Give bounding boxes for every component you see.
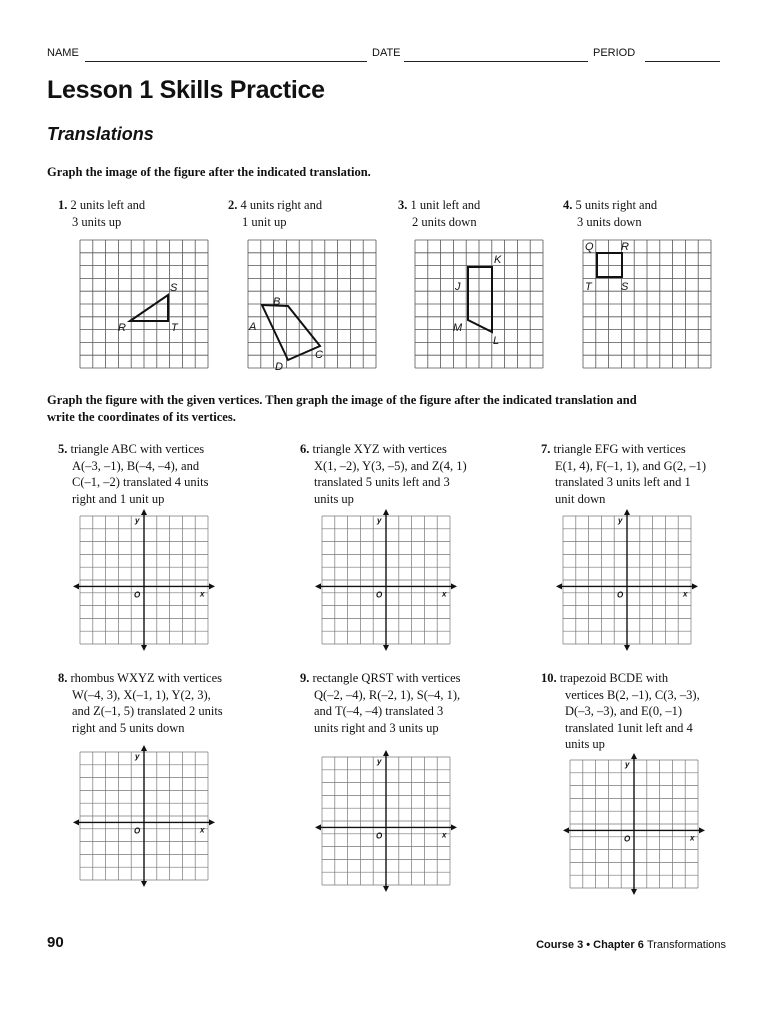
origin-label: O [376,590,383,600]
problem-line: units up [565,737,605,751]
grid-problem-1[interactable] [80,240,208,368]
problem-number: 8. [58,671,68,685]
instruction-line: write the coordinates of its vertices. [47,410,236,424]
page-number: 90 [47,934,64,951]
problem-line: right and 1 unit up [72,491,165,506]
problem-line: 2 units left and [70,198,146,212]
coordinate-grid-problem-6[interactable] [322,516,450,644]
problem-line: and T(–4, –4) translated 3 [314,704,444,718]
problem-line: rectangle QRST with vertices [312,671,461,685]
problem-line: 5 units right and [575,198,658,212]
vertex-label: R [621,241,629,253]
problem-line: triangle XYZ with vertices [312,442,447,456]
problem-line: translated 3 units left and 1 [555,475,691,489]
problem-number: 9. [300,671,310,685]
coordinate-grid-problem-8[interactable] [80,752,208,880]
problem-number: 2. [228,198,238,212]
vertex-label: Q [585,241,594,253]
problem-line: 3 units up [72,214,122,229]
x-axis-label: x [442,589,447,599]
problem-line: translated 5 units left and 3 [314,475,450,489]
problem-line: units right and 3 units up [314,720,439,735]
problem-line: 1 unit up [242,214,287,229]
problem-line: W(–4, 3), X(–1, 1), Y(2, 3), [72,687,211,702]
problem-line: C(–1, –2) translated 4 units [72,475,209,489]
x-axis-label: x [200,589,205,599]
y-axis-label: y [135,752,140,761]
vertex-label: L [493,335,500,347]
quadrilateral-JKLM [468,267,492,332]
coordinate-grid-problem-5[interactable] [80,516,208,644]
problem-line: triangle ABC with vertices [70,442,205,456]
grid-problem-2[interactable] [248,240,376,373]
vertex-label: D [275,361,283,373]
problem-line: D(–3, –3), and E(0, –1) [565,704,682,718]
vertex-label: C [315,349,323,361]
problem-line: 1 unit left and [410,198,481,212]
problem-line: unit down [555,491,606,506]
problem-line: right and 5 units down [72,720,185,735]
coordinate-grid-problem-10[interactable] [570,760,698,888]
problem-5-text [58,441,208,507]
problem-number: 10. [541,671,557,685]
problem-number: 7. [541,442,551,456]
problem-number: 3. [398,198,408,212]
vertex-label: K [494,254,502,266]
page-title: Lesson 1 Skills Practice [47,76,325,104]
problem-line: rhombus WXYZ with vertices [70,671,222,685]
vertex-label: T [585,281,592,293]
problem-3-text [398,197,480,230]
origin-label: O [134,826,141,836]
origin-label: O [134,590,141,600]
instruction-line: Graph the figure with the given vertices. Then graph the image of the figure after the indicated translation and [47,393,637,407]
vertex-label: B [273,296,281,308]
problem-number: 1. [58,198,68,212]
problem-line: 2 units down [412,214,477,229]
x-axis-label: x [683,589,688,599]
grid-lines [583,240,711,368]
vertex-label: S [621,281,629,293]
grid-lines [80,240,208,368]
problem-line: E(1, 4), F(–1, 1), and G(2, –1) [555,458,707,473]
problem-line: triangle EFG with vertices [553,442,686,456]
problem-1-text [58,197,145,230]
section2-instruction [47,392,637,426]
vertex-label: R [118,322,126,334]
date-field[interactable] [404,61,588,62]
problem-number: 6. [300,442,310,456]
origin-label: O [376,831,383,841]
footer-chapter-title: Transformations [646,939,726,951]
name-field[interactable] [85,61,367,62]
footer-course-chapter: Course 3 • Chapter 6 [536,939,647,951]
x-axis-label: x [200,825,205,835]
problem-line: 4 units right and [240,198,323,212]
problem-number: 5. [58,442,68,456]
y-axis-label: y [135,516,140,525]
period-field[interactable] [645,61,720,62]
vertex-label: J [455,281,461,293]
y-axis-label: y [377,516,382,525]
quadrilateral-ABCD [262,305,320,360]
problem-line: A(–3, –1), B(–4, –4), and [72,458,200,473]
origin-label: O [617,590,624,600]
name-label: NAME [47,47,79,59]
square-QRST [597,253,622,277]
problem-line: X(1, –2), Y(3, –5), and Z(4, 1) [314,458,467,473]
problem-4-text [563,197,657,230]
problem-7-text [541,441,706,507]
problem-10-text [541,670,700,753]
problem-line: and Z(–1, 5) translated 2 units [72,704,223,718]
date-label: DATE [372,47,401,59]
period-label: PERIOD [593,47,636,59]
problem-line: trapezoid BCDE with [559,671,669,685]
problem-line: vertices B(2, –1), C(3, –3), [565,687,700,702]
problem-9-text [300,670,461,736]
grid-problem-4[interactable] [583,240,711,368]
problem-6-text [300,441,467,507]
x-axis-label: x [442,830,447,840]
problem-number: 4. [563,198,573,212]
x-axis-label: x [690,833,695,843]
y-axis-label: y [625,760,630,769]
y-axis-label: y [377,757,382,766]
vertex-label: A [249,321,257,333]
problem-line: Q(–2, –4), R(–2, 1), S(–4, 1), [314,687,461,702]
section1-instruction: Graph the image of the figure after the indicated translation. [47,165,371,179]
problem-line: translated 1unit left and 4 [565,720,693,735]
vertex-label: S [170,282,178,294]
grid-problem-3[interactable] [415,240,543,368]
coordinate-grid-problem-9[interactable] [322,757,450,885]
problem-line: units up [314,491,354,506]
vertex-label: T [171,322,178,334]
problem-line: 3 units down [577,214,642,229]
origin-label: O [624,834,631,844]
problem-2-text [228,197,322,230]
grid-lines [415,240,543,368]
footer-course [536,939,726,951]
y-axis-label: y [618,516,623,525]
problem-8-text [58,670,223,736]
page-subtitle: Translations [47,124,154,144]
coordinate-grid-problem-7[interactable] [563,516,691,644]
vertex-label: M [453,322,463,334]
